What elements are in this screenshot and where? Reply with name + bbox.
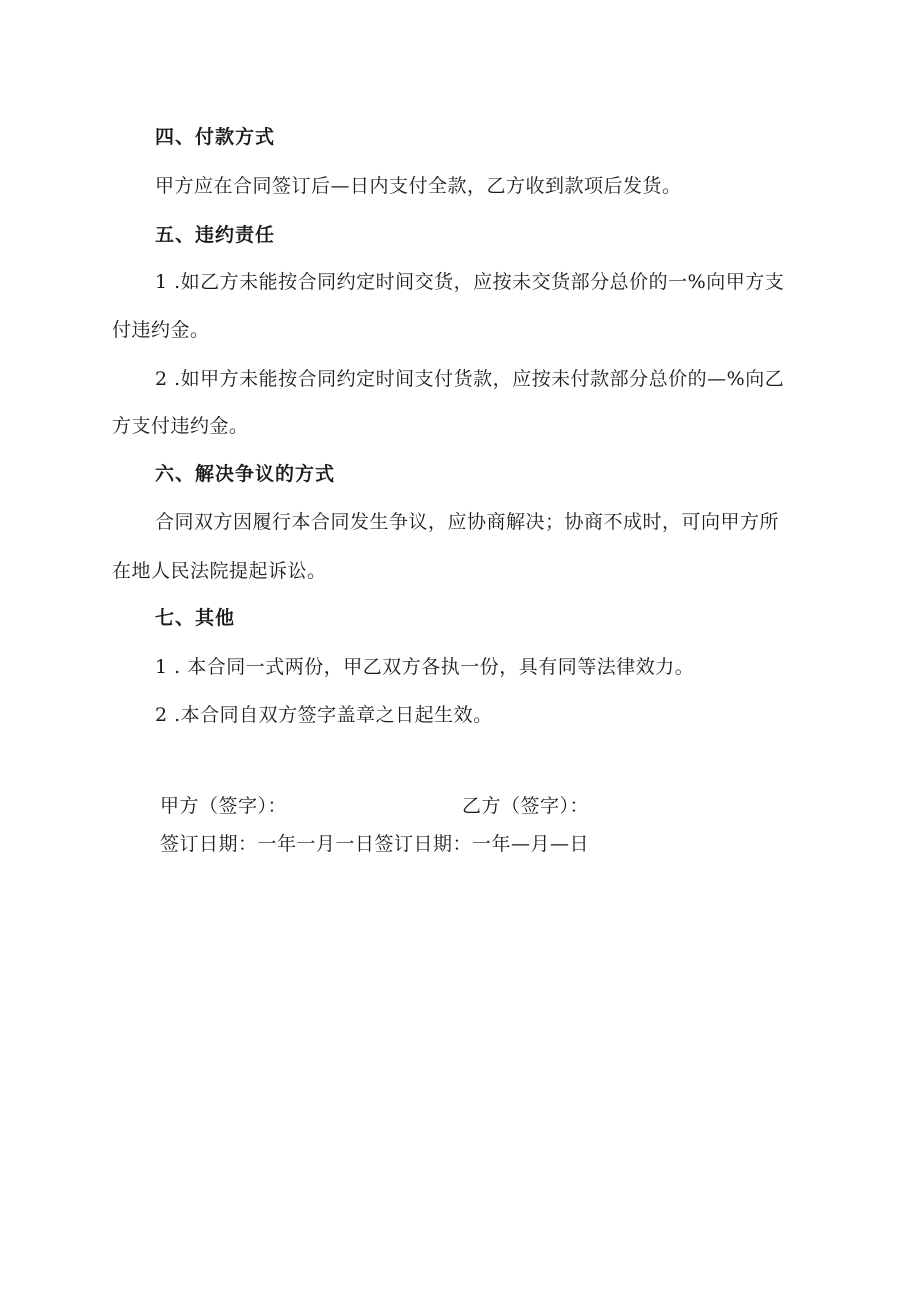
section-heading-other: 七、其他 [155, 607, 236, 629]
payment-paragraph: 甲方应在合同签订后—日内支付全款，乙方收到款项后发货。 [155, 175, 682, 197]
section-heading-liability: 五、违约责任 [155, 224, 276, 246]
section-heading-dispute: 六、解决争议的方式 [155, 463, 336, 485]
dispute-paragraph-line-2: 在地人民法院提起诉讼。 [112, 560, 327, 582]
liability-item-1-line-2: 付违约金。 [112, 319, 210, 341]
dispute-paragraph-line-1: 合同双方因履行本合同发生争议，应协商解决；协商不成时，可向甲方所 [155, 511, 780, 533]
liability-item-2-line-2: 方支付违约金。 [112, 415, 249, 437]
party-b-signature-label: 乙方（签字）： [462, 795, 590, 817]
party-a-signature-label: 甲方（签字）： [160, 795, 288, 817]
signing-date-line: 签订日期：一年一月一日签订日期：一年—月—日 [160, 833, 590, 855]
other-item-1: 1 . 本合同一式两份，甲乙双方各执一份，具有同等法律效力。 [155, 656, 695, 678]
liability-item-2-line-1: 2 .如甲方未能按合同约定时间支付货款，应按未付款部分总价的—%向乙 [155, 368, 785, 390]
liability-item-1-line-1: 1 .如乙方未能按合同约定时间交货，应按未交货部分总价的一%向甲方支 [155, 271, 785, 293]
section-heading-payment: 四、付款方式 [155, 126, 276, 148]
other-item-2: 2 .本合同自双方签字盖章之日起生效。 [155, 704, 493, 726]
